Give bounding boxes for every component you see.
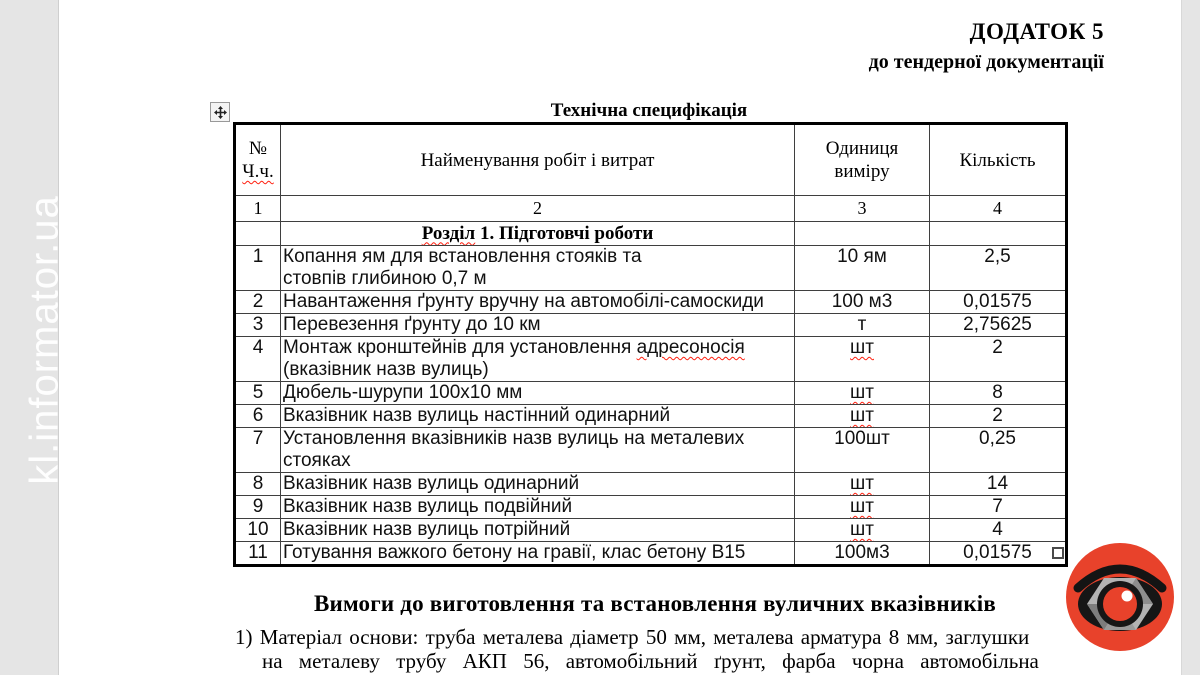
section-row: [235, 222, 1067, 246]
doc-header: [869, 20, 1104, 72]
col-number-1: 1: [235, 196, 281, 222]
row-number-cell: 5: [235, 382, 281, 405]
work-name-cell: Готування важкого бетону на гравії, клас бетону В15: [281, 542, 795, 566]
eye-camera-logo: [1065, 542, 1175, 652]
row-number-cell: 11: [235, 542, 281, 566]
table-row: [235, 405, 1067, 428]
table-row: [235, 246, 1067, 291]
quantity-cell: 7: [930, 496, 1067, 519]
quantity-cell: 0,01575: [930, 542, 1067, 566]
work-name-cell: Перевезення ґрунту до 10 км: [281, 314, 795, 337]
unit-cell: 10 ям: [795, 246, 930, 291]
section-empty-cell: [235, 222, 281, 246]
unit-cell: т: [795, 314, 930, 337]
quantity-cell: 14: [930, 473, 1067, 496]
watermark-text: kl.informator.ua: [22, 195, 67, 485]
requirements-line-2: на металеву трубу АКП 56, автомобільний ґрунт, фарба чорна автомобільна: [262, 649, 1039, 673]
quantity-cell: 0,25: [930, 428, 1067, 473]
quantity-cell: 2,5: [930, 246, 1067, 291]
table-row: [235, 291, 1067, 314]
unit-cell: шт: [795, 473, 930, 496]
col-number-2: 2: [281, 196, 795, 222]
requirements-title: Вимоги до виготовлення та встановлення вуличних вказівників: [314, 591, 996, 616]
appendix-subtitle: до тендерної документації: [868, 51, 1104, 73]
section-title-cell: Розділ 1. Підготовчі роботи: [281, 222, 795, 246]
section-empty-cell: [795, 222, 930, 246]
row-number-cell: 9: [235, 496, 281, 519]
column-numbering-row: [235, 196, 1067, 222]
col-header-quantity: Кількість: [930, 124, 1067, 196]
col-header-name: Найменування робіт і витрат: [281, 124, 795, 196]
row-number-cell: 2: [235, 291, 281, 314]
move-icon: [214, 106, 227, 119]
row-number-cell: 8: [235, 473, 281, 496]
col-number-4: 4: [930, 196, 1067, 222]
unit-cell: шт: [795, 405, 930, 428]
table-move-handle[interactable]: [210, 102, 230, 122]
table-row: [235, 473, 1067, 496]
header-row: [235, 124, 1067, 196]
quantity-cell: 2,75625: [930, 314, 1067, 337]
table-row: [235, 496, 1067, 519]
table-row: [235, 314, 1067, 337]
unit-cell: 100шт: [795, 428, 930, 473]
row-number-cell: 1: [235, 246, 281, 291]
unit-cell: 100м3: [795, 542, 930, 566]
row-number-cell: 3: [235, 314, 281, 337]
unit-cell: шт: [795, 519, 930, 542]
quantity-cell: 2: [930, 405, 1067, 428]
col-number-3: 3: [795, 196, 930, 222]
work-name-cell: Установлення вказівників назв вулиць на металевих стояках: [281, 428, 795, 473]
right-gray-strip: [1181, 0, 1200, 675]
work-name-cell: Вказівник назв вулиць подвійний: [281, 496, 795, 519]
work-name-cell: Дюбель-шурупи 100х10 мм: [281, 382, 795, 405]
work-name-cell: Вказівник назв вулиць одинарний: [281, 473, 795, 496]
work-name-cell: Вказівник назв вулиць потрійний: [281, 519, 795, 542]
col-header-unit: Одиниця виміру: [795, 124, 930, 196]
row-number-cell: 4: [235, 337, 281, 382]
table-resize-handle[interactable]: [1052, 547, 1064, 559]
table-body: [235, 196, 1067, 566]
table-row: [235, 382, 1067, 405]
row-number-cell: 7: [235, 428, 281, 473]
unit-cell: 100 м3: [795, 291, 930, 314]
work-name-cell: Вказівник назв вулиць настінний одинарний: [281, 405, 795, 428]
requirements-line-1: 1) Матеріал основи: труба металева діаметр 50 мм, металева арматура 8 мм, заглушки: [235, 625, 1030, 649]
table-row: [235, 519, 1067, 542]
work-name-cell: Навантаження ґрунту вручну на автомобілі-самоскиди: [281, 291, 795, 314]
quantity-cell: 2: [930, 337, 1067, 382]
quantity-cell: 4: [930, 519, 1067, 542]
col-header-number: № Ч.ч.: [235, 124, 281, 196]
section-empty-cell: [930, 222, 1067, 246]
unit-cell: шт: [795, 337, 930, 382]
unit-cell: шт: [795, 496, 930, 519]
table-row: [235, 337, 1067, 382]
table-row: [235, 542, 1067, 566]
quantity-cell: 0,01575: [930, 291, 1067, 314]
table-row: [235, 428, 1067, 473]
row-number-cell: 6: [235, 405, 281, 428]
quantity-cell: 8: [930, 382, 1067, 405]
table-title: Технічна специфікація: [550, 100, 748, 121]
watermark-strip: [0, 0, 67, 675]
appendix-title: ДОДАТОК 5: [969, 19, 1104, 44]
row-number-cell: 10: [235, 519, 281, 542]
work-name-cell: Копання ям для встановлення стояків та стовпів глибиною 0,7 м: [281, 246, 795, 291]
work-name-cell: Монтаж кронштейнів для установлення адресоносія (вказівник назв вулиць): [281, 337, 795, 382]
spec-table: [233, 122, 1068, 567]
unit-cell: шт: [795, 382, 930, 405]
